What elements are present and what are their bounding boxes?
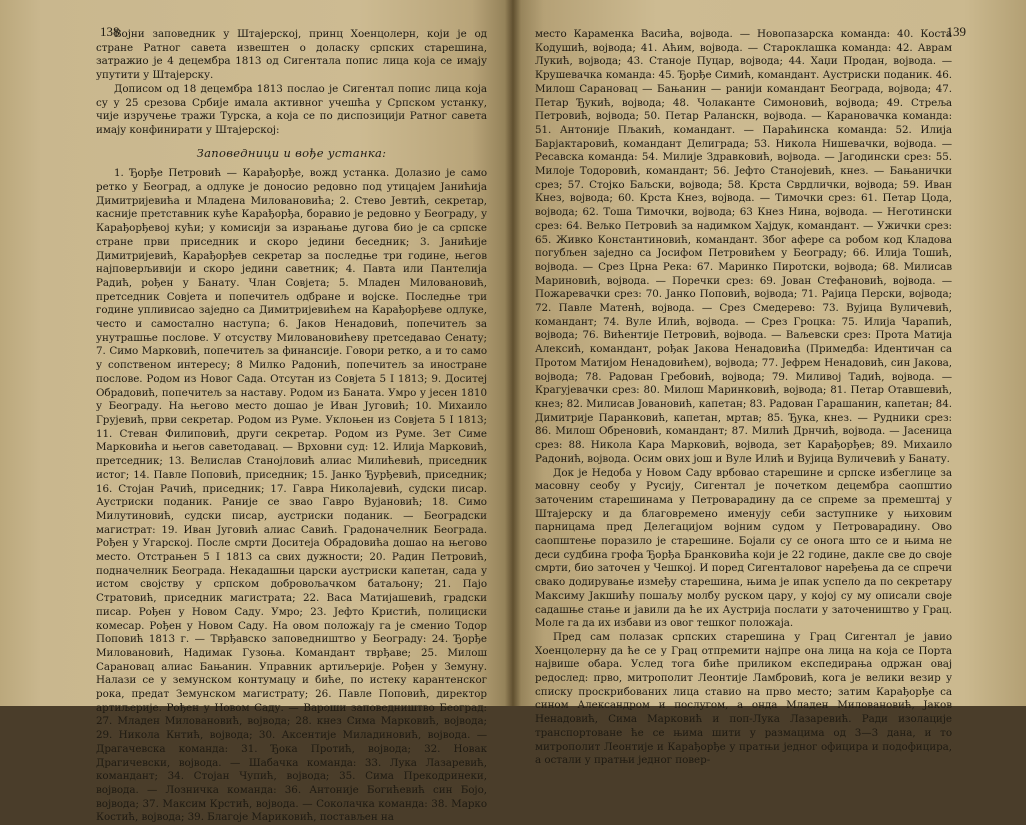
section-heading: Заповедници и вође устанка: bbox=[196, 145, 387, 160]
intro-paragraph-2: Дописом од 18 децембра 1813 послао је Сигентал попис лица која су у 25 срезова Србије имала активног учешћа у Српском устанку, чије изручење тражи Турска, а која се по диспозицији Ратног савета имају конфинирати у Штајерској: bbox=[96, 82, 487, 136]
body-paragraph-2: Пред сам полазак српских старешина у Грац Сигентал је јавио Хоенцолерну да ће се у Грац отпремити најпре она лица на која се Порта највише обара. Услед тога биће приликом експедирања одржан овај редослед: прво, митрополит Леонтије Ламбровић, кога је велики везир у списку проскрибованих лица ставио на прво место; затим Карађорђе са сином Александром и послугом, а онда Младен Миловановић, Јаков Ненадовић, Сима Марковић и поп-Лука Лазаревић. Ради изолације транспортоване ће се њима шити у размацима од 3—3 дана, и то митрополит Леонтије и Карађорђе у пратњи једног официра и подофицира, а остали у пратњи једног повер- bbox=[535, 630, 952, 767]
leaders-list-paragraph: 1. Ђорђе Петровић — Карађорђе, вожд устанка. Долазио је само ретко у Београд, а одлуке је доносио редовно под утицајем Јанићија Димитријевића и Младена Миловановића; 2. Стево Јевтић, секретар, касније претставник куће Карађорђа, боравио је редовно у Београду, у Карађорђевој кући; у комисији за израњање дугова био је са српске стране први приседник и скоро једини беседник; 3. Јанићије Димитријевић, Карађорђев секретар за последње три године, његов најповерљивији и скоро једини саветник; 4. Павта или Пантелија Радић, рођен у Банату. Члан Совјета; 5. Младен Миловановић, претседник Совјета и попечитељ одбране и војске. Последње три године упливисао заједно са Димитријевићем на Карађорђеве одлуке, често и самостално наступа; 6. Јаков Ненадовић, попечитељ за унутрашње послове. У отсуству Миловановићеву претседавао Сенату; 7. Симо Марковић, попечитељ за финансије. Говори ретко, а и то само у сопственом интересу; 8 Милко Радонић, попечитељ за иностране послове. Родом из Новог Сада. Отсутан из Совјета 5 I 1813; 9. Доситеј Обрадовић, попечитељ за наставу. Родом из Баната. Умро у јесен 1810 у Београду. На његово место дошао је Иван Југовић; 10. Михаило Грујевић, први секретар. Родом из Руме. Уклоњен из Совјета 5 I 1813; 11. Стеван Филиповић, други секретар. Родом из Руме. Зет Симе Марковића и његов саветодавац. — Врховни суд: 12. Илија Марковић, претседник; 13. Велислав Станојловић алиас Милићевић, приседник истог; 14. Павле Поповић, приседник; 15. Јанко Ђурђевић, приседник; 16. Стојан Рачић, приседник; 17. Гавра Николајевић, судски писар. Аустриски поданик. Раније се звао Гавро Вујановић; 18. Симо Милутиновић, судски писар, аустриски поданик. — Београдски магистрат: 19. Иван Југовић алиас Савић. Градоначелник Београда. Рођен у Угарској. После смрти Доситеја Обрадовића дошао на његово место. Отстрањен 5 I 1813 са свих дужности; 20. Радин Петровић, подначелник Београда. Некадашњи царски аустриски капетан, сада у истом својству у српском добровољачком батаљону; 21. Пајо Стратовић, приседник магистрата; 22. Васа Матијашевић, градски писар. Рођен у Новом Саду. Умро; 23. Јефто Кристић, полициски комесар. Рођен у Новом Саду. На овом положају га је сменио Тодор Поповић 1813 г. — Тврђавско заповедништво у Београду: 24. Ђорђе Миловановић, Надимак Гузоња. Командант тврђаве; 25. Милош Сарановац алиас Бањанин. Управник артиљерије. Рођен у Земуну. Налази се у земунском контумацу и биће, по истеку карантенског рока, предат Земунском магистрату; 26. Павле Поповић, директор артиљерије. Рођен у Новом Саду. — Вароши заповедништво Београд: 27. Младен Миловановић, војвода; 28. кнез Сима Марковић, војвода; 29. Никола Кнтић, војвода; 30. Аксентије Миладиновић, војвода. — Драгачевска команда: 31. Ђока Протић, војвода; 32. Новак Драгичевски, војвода. — Шабачка команда: 33. Лука Лазаревић, командант; 34. Стојан Чупић, војвода; 35. Сима Прекодринеки, војвода. — Лозничка команда: 36. Антоније Богићевић син Бојо, војвода; 37. Максим Крстић, војвода. — Соколачка команда: 38. Марко Костић, војвода; 39. Благоје Мариковић, постављен на bbox=[96, 167, 487, 824]
right-page bbox=[513, 0, 1026, 767]
page-number-left: 138 bbox=[100, 24, 120, 39]
leaders-list-continuation: место Караменка Васића, војвода. — Новопазарска команда: 40. Коста Кодушић, војвода; 41. Аћим, војвода. — Староклашка команда: 42. Аврам Лукић, војвода; 43. Станоје Пуцар, војвода; 44. Хаџи Продан, војвода. — Крушевачка команда: 45. Ђорђе Симић, командант. Аустриски поданик. 46. Милош Сарановац — Бањанин — ранији командант Београда, војвода; 47. Петар Ђукић, војвода; 48. Чолаканте Симоновић, војвода; 49. Стреља Петровић, војвода; 50. Петар Раланскн, војвода. — Карановачка команда: 51. Антоније Пљакић, командант. — Параћинска команда: 52. Илија Барјактаровић, командант Делиграда; 53. Никола Нишевачки, војвода. — Ресавска команда: 54. Милије Здравковић, војвода. — Јагодински срез: 55. Милоје Тодоровић, командант; 56. Јефто Станојевић, кнез. — Бањанички срез; 57. Стојко Баљски, војвода; 58. Крста Сврдлички, војвода; 59. Иван Кнез, војвода; 60. Крста Кнез, војвода. — Тимочки срез: 61. Петар Цода, војвода; 62. Тоша Тимочки, војвода; 63 Кнез Нина, војвода. — Неготински срез: 64. Вељко Петровић за надимком Хајдук, командант. — Ужички срез: 65. Живко Константиновић, командант. Због афере са робом код Кладова погубљен заједно са Јосифом Петровићем у Београду; 66. Илија Тошић, војвода. — Срез Црна Река: 67. Маринко Пиротски, војвода; 68. Милисав Мариновић, војвода. — Поречки срез: 69. Јован Стефановић, војвода. — Пожаревачки срез: 70. Јанко Поповић, војвода; 71. Рајица Перски, војвода; 72. Павле Матенћ, војвода. — Срез Смедерево: 73. Вујица Вуличевић, командант; 74. Вуле Илић, војвода. — Срез Гроцка: 75. Илија Чарапић, војвода; 76. Вићентије Петровић, војвода. — Ваљевски срез: Прота Матија Алексић, командант, рођак Јакова Ненадовића (Примедба: Идентичан са Протом Матијом Ненадовићем), војвода; 77. Јефрем Ненадовић, син Јакова, војвода; 78. Радован Гребовић, војвода; 79. Миливој Тадић, војвода. — Крагујевачки срез: 80. Милош Маринковић, војвода; 81. Петар Отавшевић, кнез; 82. Милисав Јовановић, капетан; 83. Радован Гарашанин, капетан; 84. Димитрије Паранковић, капетан, мртав; 85. Ђука, кнез. — Рудники срез: 86. Милош Обреновић, командант; 87. Милић Дрнчић, војвода. — Јасеница срез: 88. Никола Кара Марковић, војвода, зет Карађорђев; 89. Михаило Радонић, војвода. Осим ових још и Вуле Илић и Вујица Вуличевић у Банату. bbox=[535, 28, 952, 465]
intro-paragraph-1: Војни заповедник у Штајерској, принц Хоенцолерн, који је од стране Ратног савета извештен о доласку српских старешина, затражио је 4 децембра 1813 од Сигентала попис лица која се имају упутити у Штајерску. bbox=[96, 28, 487, 82]
book-gutter bbox=[505, 0, 521, 706]
right-page-text bbox=[535, 28, 952, 768]
left-page bbox=[0, 0, 513, 824]
left-page-text bbox=[96, 28, 487, 825]
body-paragraph-1: Док је Недоба у Новом Саду врбовао старешине и српске избеглице за масовну сеобу у Русију, Сигентал је почетком децембра саопштио заточеним старешинама у Петроварадину да се спреме за премештај у Штајерску и да благовремено именују себи заступнике у њиховим парницама пред Делегацијом војним судом у Петроварадину. Ово саопштење поразило је старешине. Бојали су се онога што се и њима не деси судбина грофа Ђорђа Бранковића који је 22 године, дакле све до своје смрти, био заточен у Чешкој. И поред Сигенталовог наређења да се спречи свако додирување између старешина, њима је ипак успело да по секретару Максиму Јакшићу пошаљу молбу руском цару, у којој су му описали своје садашње стање и јавили да ће их Аустрија послати у заточеништво у Грац. Моле га да их избави из овог тешког положаја. bbox=[535, 466, 952, 630]
page-number-right: 139 bbox=[946, 24, 966, 39]
